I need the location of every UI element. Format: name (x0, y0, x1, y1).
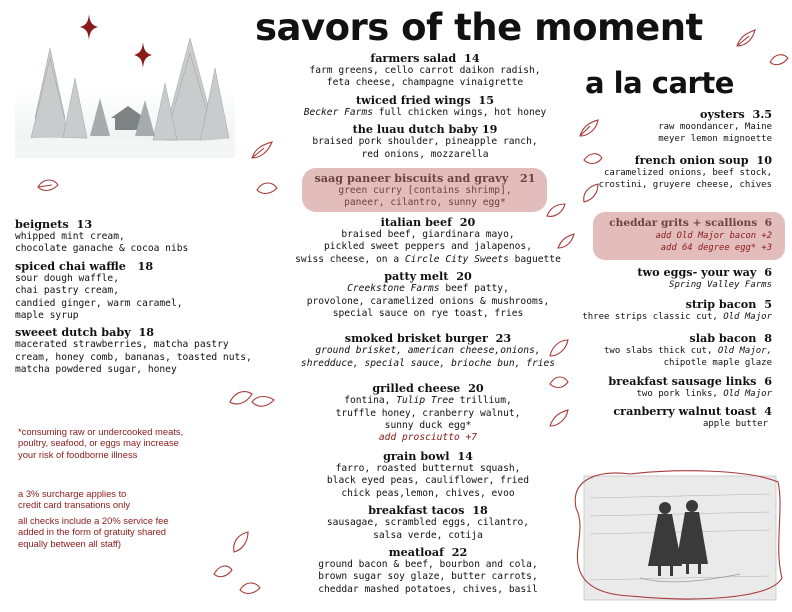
menu-item-spiced-chai-waffle: spiced chai waffle 18 (15, 258, 154, 273)
item-description: crostini, gruyere cheese, chives (598, 180, 772, 191)
item-description: chai pastry cream, (15, 285, 119, 297)
menu-item-cheddar-grits (588, 217, 772, 255)
menu-item-smoked-brisket-burger: smoked brisket burger 23 (344, 331, 512, 346)
item-description: braised pork shoulder, pineapple ranch, (312, 136, 538, 148)
menu-item-french-onion-soup: french onion soup 10 (634, 152, 772, 167)
item-description: farro, roasted butternut squash, (335, 462, 521, 474)
item-description: meyer lemon mignoette (658, 134, 772, 145)
red-star-icon (80, 14, 98, 40)
notice-surcharge: a 3% surcharge applies to credit card transations only (18, 488, 131, 511)
item-description: green curry [contains shrimp], (338, 185, 512, 196)
item-description: Spring Valley Farms (669, 280, 772, 290)
leaf-doodle-icon (238, 578, 262, 600)
item-description: Becker Farms full chicken wings, hot honey (303, 106, 547, 118)
leaf-doodle-icon (250, 392, 276, 412)
notice-foodborne-illness: *consuming raw or undercooked meats, poultry, seafood, or eggs may increase your risk of foodborne illness (18, 426, 184, 460)
item-description: matcha powdered sugar, honey (15, 364, 177, 376)
leaf-doodle-icon (230, 530, 252, 554)
menu-item-two-eggs: two eggs- your way 6 (637, 265, 772, 279)
item-description: ground brisket, american cheese,onions, (315, 345, 541, 357)
item-description: red onions, mozzarella (361, 148, 489, 160)
menu-item-luau-dutch-baby: the luau dutch baby 19 (352, 122, 498, 137)
item-description: chick peas,lemon, chives, evoo (341, 487, 515, 499)
menu-item-beignets: beignets 13 (15, 217, 93, 231)
left-menu-column (15, 218, 255, 377)
item-title: cheddar grits + scallions 6 (609, 217, 772, 229)
leaf-doodle-icon (36, 175, 60, 197)
leaf-doodle-icon (735, 28, 757, 50)
item-description: apple butter (702, 419, 768, 430)
menu-item-cranberry-walnut-toast: cranberry walnut toast 4 (613, 404, 772, 419)
item-description: chipotle maple glaze (663, 358, 772, 369)
menu-item-grain-bowl: grain bowl 14 (383, 448, 473, 463)
notice-service-fee: all checks include a 20% service fee added in the form of gratuity shared equally between all staff) (18, 515, 169, 549)
menu-item-italian-beef: italian beef 20 (380, 215, 476, 229)
item-description: two pork links, Old Major (636, 388, 772, 399)
leaf-doodle-icon (250, 140, 274, 162)
item-description: swiss cheese, on a Circle City Sweets baguette (295, 253, 561, 265)
item-addon: add 64 degree egg* +3 (660, 243, 772, 254)
item-description: shredduce, special sauce, brioche bun, fries (300, 357, 556, 369)
leaf-doodle-icon (212, 560, 234, 584)
item-description: macerated strawberries, matcha pastry (15, 339, 229, 351)
item-description: fontina, Tulip Tree trillium, (344, 395, 512, 407)
item-description: truffle honey, cranberry walnut, (335, 407, 521, 419)
item-description: caramelized onions, beef stock, (604, 167, 772, 178)
item-description: farm greens, cello carrot daikon radish, (309, 65, 541, 76)
menu-item-slab-bacon: slab bacon 8 (689, 330, 772, 345)
menu-item-saag-paneer-biscuits (290, 172, 560, 210)
item-description: maple syrup (15, 310, 79, 322)
item-description: three strips classic cut, Old Major (582, 312, 772, 323)
menu-item-farmers-salad: farmers salad 14 (370, 51, 480, 65)
menu-item-breakfast-sausage-links: breakfast sausage links 6 (608, 373, 772, 388)
item-description: whipped mint cream, (15, 231, 125, 242)
menu-item-patty-melt: patty melt 20 (384, 269, 472, 284)
red-star-icon (134, 42, 152, 68)
leaf-doodle-icon (255, 178, 279, 200)
menu-item-twiced-fried-wings: twiced fried wings 15 (356, 92, 494, 107)
center-menu-column-lower (278, 216, 578, 596)
leaf-doodle-icon (768, 50, 790, 72)
item-description: sour dough waffle, (15, 272, 119, 284)
item-description: candied ginger, warm caramel, (15, 297, 183, 309)
item-description: black eyed peas, cauliflower, fried (326, 475, 530, 487)
item-description: sunny duck egg* (384, 420, 472, 432)
menu-item-meatloaf: meatloaf 22 (388, 544, 468, 559)
item-description: raw moondancer, Maine (658, 122, 772, 132)
item-addon: add prosciutto +7 (378, 432, 478, 444)
item-description: Creekstone Farms beef patty, (347, 283, 509, 295)
menu-item-grilled-cheese: grilled cheese 20 (372, 381, 484, 396)
item-description: ground bacon & beef, bourbon and cola, (318, 558, 538, 570)
menu-item-oysters: oysters 3.5 (699, 107, 772, 121)
item-description: paneer, cilantro, sunny egg* (344, 197, 506, 209)
section-title-a-la-carte: a la carte (585, 66, 734, 100)
item-title: saag paneer biscuits and gravy 21 (314, 171, 536, 185)
page-title: savors of the moment (255, 6, 703, 49)
center-menu-column (280, 52, 570, 161)
snowy-forest-illustration (15, 28, 235, 158)
item-description: two slabs thick cut, Old Major, (604, 345, 772, 356)
menu-item-breakfast-tacos: breakfast tacos 18 (368, 503, 488, 518)
menu-item-sweeet-dutch-baby: sweeet dutch baby 18 (15, 325, 155, 340)
right-menu-column (560, 108, 772, 192)
item-description: special sauce on rye toast, fries (332, 308, 524, 320)
item-description: chocolate ganache & cocoa nibs (15, 243, 189, 255)
item-description: feta cheese, champagne vinaigrette (326, 77, 524, 89)
item-description: cream, honey comb, bananas, toasted nuts, (15, 351, 252, 363)
item-description: provolone, caramelized onions & mushrooms, (306, 295, 550, 307)
item-description: cheddar mashed potatoes, chives, basil (318, 583, 538, 595)
menu-item-strip-bacon: strip bacon 5 (685, 297, 772, 312)
item-description: pickled sweet peppers and jalapenos, (324, 241, 532, 253)
item-description: brown sugar soy glaze, butter carrots, (318, 571, 538, 583)
right-menu-column-lower (560, 266, 772, 430)
item-description: braised beef, giardinara mayo, (341, 229, 515, 240)
item-addon: add Old Major bacon +2 (655, 231, 772, 241)
item-description: salsa verde, cotija (373, 529, 483, 541)
item-description: sausagae, scrambled eggs, cilantro, (326, 517, 530, 529)
ice-skaters-illustration (570, 468, 785, 603)
